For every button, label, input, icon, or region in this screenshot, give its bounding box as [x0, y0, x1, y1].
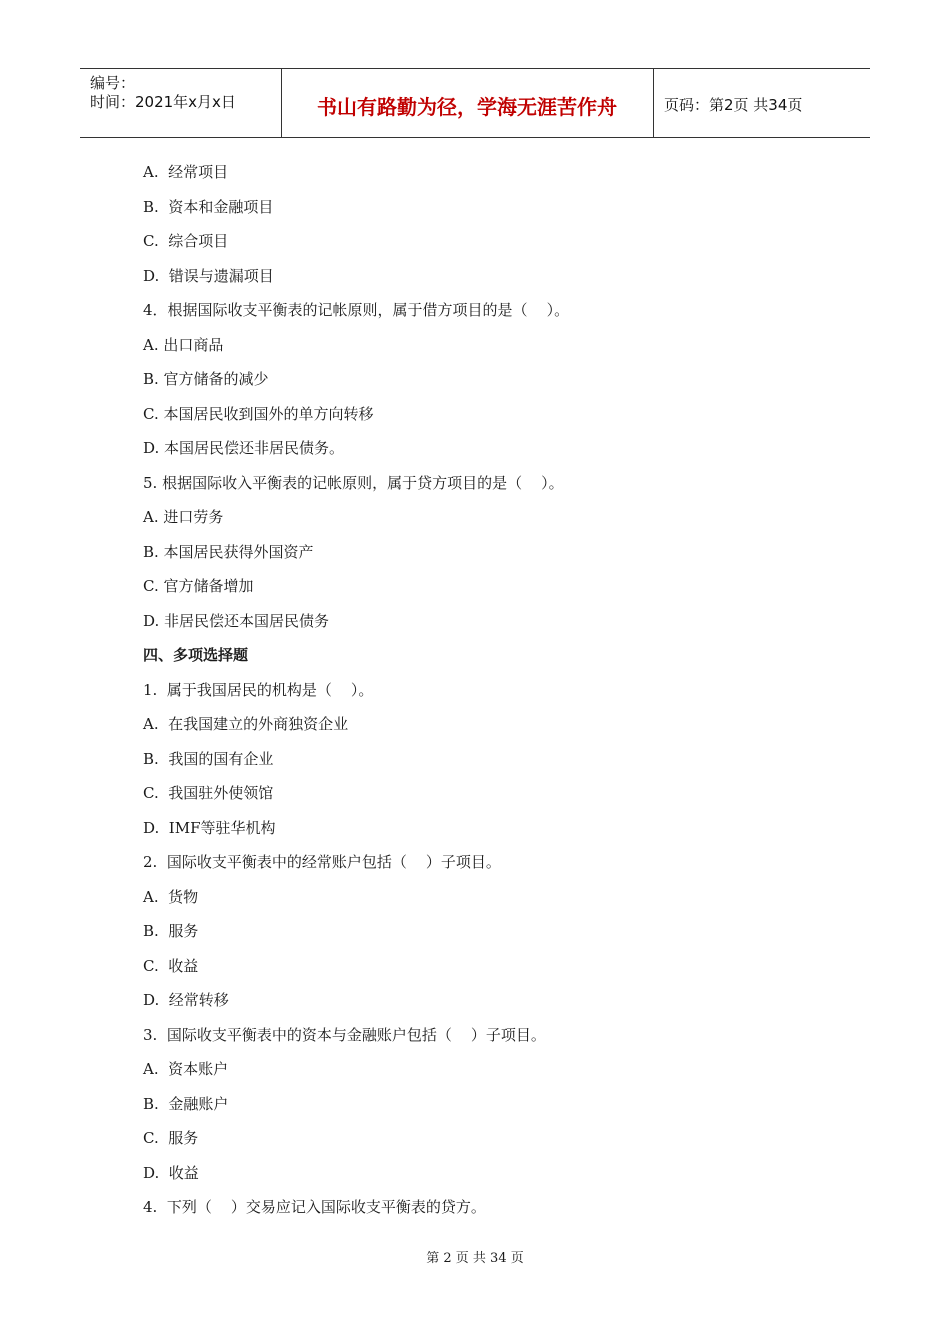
header-page-cell: [654, 69, 870, 137]
option-text: B. 我国的国有企业: [143, 749, 274, 768]
option-text: D. 经常转移: [143, 991, 229, 1009]
option-text: B. 金融账户: [143, 1094, 229, 1113]
option-text: C. 服务: [143, 1129, 199, 1147]
option-text: A. 货物: [143, 887, 199, 906]
option-text: A. 进口劳务: [143, 508, 224, 526]
option-text: C. 收益: [143, 956, 199, 975]
page-footer: 第 2 页 共 34 页: [426, 1251, 524, 1266]
question-text: 1. 属于我国居民的机构是（ ）。: [143, 680, 374, 699]
option-text: B. 服务: [143, 922, 199, 940]
option-text: C. 综合项目: [143, 232, 229, 250]
option-text: B. 官方储备的减少: [143, 370, 269, 388]
header-motto-cell: [281, 69, 654, 137]
document-body: [143, 160, 843, 1230]
header-motto: 书山有路勤为径，学海无涯苦作舟: [317, 95, 617, 119]
option-text: B. 本国居民获得外国资产: [143, 542, 314, 561]
option-text: A. 出口商品: [143, 335, 224, 354]
option-text: D. 错误与遗漏项目: [143, 266, 274, 285]
page-header: [80, 68, 870, 138]
question-text: 2. 国际收支平衡表中的经常账户包括（ ）子项目。: [143, 853, 501, 871]
question-text: 5. 根据国际收入平衡表的记帐原则，属于贷方项目的是（ ）。: [143, 473, 564, 492]
option-text: B. 资本和金融项目: [143, 197, 274, 216]
document-number-label: 编号：: [90, 74, 136, 92]
option-text: D. 收益: [143, 1163, 199, 1182]
section-heading: 四、多项选择题: [143, 646, 249, 664]
option-text: C. 官方储备增加: [143, 577, 254, 595]
option-text: D. 本国居民偿还非居民债务。: [143, 439, 345, 457]
question-text: 4．根据国际收支平衡表的记帐原则，属于借方项目的是（ ）。: [143, 301, 570, 319]
option-text: A. 在我国建立的外商独资企业: [143, 715, 349, 733]
option-text: D. IMF等驻华机构: [143, 818, 276, 837]
option-text: C. 本国居民收到国外的单方向转移: [143, 404, 374, 423]
question-text: 3. 国际收支平衡表中的资本与金融账户包括（ ）子项目。: [143, 1025, 546, 1044]
option-text: A. 资本账户: [143, 1060, 229, 1078]
option-text: D. 非居民偿还本国居民债务: [143, 611, 330, 630]
option-text: C. 我国驻外使领馆: [143, 784, 274, 802]
option-text: A. 经常项目: [143, 163, 229, 181]
document-date-label: 时间：2021年x月x日: [90, 93, 236, 111]
question-text: 4. 下列（ ）交易应记入国际收支平衡表的贷方。: [143, 1198, 486, 1216]
header-page-info: 页码：第2页 共34页: [664, 96, 803, 114]
header-meta-cell: [80, 69, 282, 137]
